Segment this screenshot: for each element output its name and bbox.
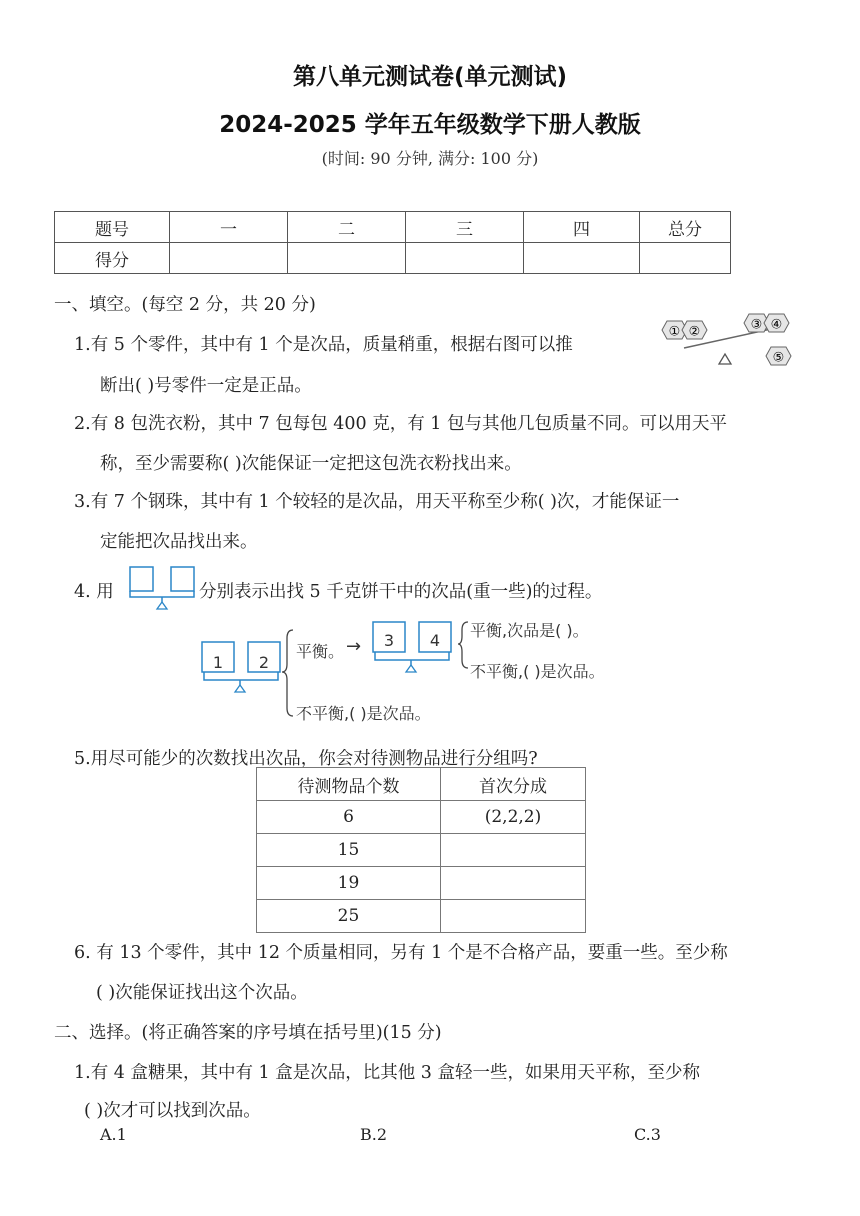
score-cell[interactable] xyxy=(406,243,524,274)
first-grouping-answer[interactable] xyxy=(441,834,586,867)
arrow-icon: → xyxy=(346,636,362,657)
score-row-label: 得分 xyxy=(55,243,170,274)
table-row xyxy=(257,867,586,900)
item-count: 25 xyxy=(257,900,441,933)
unbalance-result-2: 不平衡,( )是次品。 xyxy=(470,662,605,681)
section1-heading: 一、填空。(每空 2 分，共 20 分) xyxy=(54,295,316,315)
table-row xyxy=(257,900,586,933)
option-c[interactable]: C.3 xyxy=(634,1125,661,1144)
score-cell[interactable] xyxy=(288,243,406,274)
score-cell[interactable] xyxy=(640,243,731,274)
score-header-cell: 总分 xyxy=(640,212,731,243)
question-1-line2: 断出( )号零件一定是正品。 xyxy=(100,376,312,396)
score-table xyxy=(54,211,731,274)
grouping-header: 首次分成 xyxy=(441,768,586,801)
balance-icon-q4 xyxy=(126,566,198,612)
choice-1-line2: ( )次才可以找到次品。 xyxy=(84,1101,261,1121)
item-1-label: 1 xyxy=(212,653,224,672)
question-2-line2: 称，至少需要称( )次能保证一定把这包洗衣粉找出来。 xyxy=(100,454,522,474)
balance-result-text: 平衡。 xyxy=(296,642,345,661)
score-cell[interactable] xyxy=(524,243,640,274)
first-grouping-answer[interactable] xyxy=(441,867,586,900)
question-4-text: 分别表示出找 5 千克饼干中的次品(重一些)的过程。 xyxy=(199,582,603,602)
first-grouping-answer[interactable] xyxy=(441,900,586,933)
question-1-line1: 1.有 5 个零件，其中有 1 个是次品，质量稍重，根据右图可以推 xyxy=(74,335,573,355)
first-grouping: (2,2,2) xyxy=(441,801,586,834)
item-3-label: 3 xyxy=(383,631,395,650)
section2-heading: 二、选择。(将正确答案的序号填在括号里)(15 分) xyxy=(54,1023,442,1043)
page-title: 第八单元测试卷(单元测试) xyxy=(292,64,568,90)
page-subtitle-title: 2024-2025 学年五年级数学下册人教版 xyxy=(219,112,641,138)
item-count: 19 xyxy=(257,867,441,900)
question-3-line2: 定能把次品找出来。 xyxy=(100,532,258,552)
question-6-line2: ( )次能保证找出这个次品。 xyxy=(96,983,308,1003)
question-5: 5.用尽可能少的次数找出次品，你会对待测物品进行分组吗? xyxy=(74,749,538,769)
question-4-prefix: 4. 用 xyxy=(74,582,114,602)
question-2-line1: 2.有 8 包洗衣粉，其中 7 包每包 400 克，有 1 包与其他几包质量不同。可以用天平 xyxy=(74,414,728,434)
table-row xyxy=(257,801,586,834)
part-3-label: ③ xyxy=(750,317,763,333)
item-2-label: 2 xyxy=(258,653,270,672)
grouping-table xyxy=(256,767,586,933)
part-5-label: ⑤ xyxy=(772,350,785,366)
score-header-cell: 一 xyxy=(170,212,288,243)
score-header-cell: 题号 xyxy=(55,212,170,243)
option-b[interactable]: B.2 xyxy=(360,1125,388,1144)
exam-info: (时间: 90 分钟, 满分: 100 分) xyxy=(321,149,539,168)
score-header-cell: 三 xyxy=(406,212,524,243)
part-2-label: ② xyxy=(688,324,701,340)
score-cell[interactable] xyxy=(170,243,288,274)
part-4-label: ④ xyxy=(770,317,783,333)
option-a[interactable]: A.1 xyxy=(100,1125,127,1144)
question-6-line1: 6. 有 13 个零件，其中 12 个质量相同，另有 1 个是不合格产品，要重一些。至少称 xyxy=(74,943,728,963)
item-4-label: 4 xyxy=(429,631,441,650)
grouping-header: 待测物品个数 xyxy=(257,768,441,801)
choice-1-line1: 1.有 4 盒糖果，其中有 1 盒是次品，比其他 3 盒轻一些，如果用天平称，至少称 xyxy=(74,1063,700,1083)
question-3-line1: 3.有 7 个钢珠，其中有 1 个较轻的是次品，用天平称至少称( )次，才能保证一 xyxy=(74,492,680,512)
table-row xyxy=(257,834,586,867)
unbalance-result-1: 不平衡,( )是次品。 xyxy=(296,704,431,723)
balance-result-2: 平衡,次品是( )。 xyxy=(470,621,589,640)
balance-figure-q1 xyxy=(650,308,800,370)
score-header-cell: 四 xyxy=(524,212,640,243)
score-header-cell: 二 xyxy=(288,212,406,243)
item-count: 6 xyxy=(257,801,441,834)
item-count: 15 xyxy=(257,834,441,867)
part-1-label: ① xyxy=(668,324,681,340)
